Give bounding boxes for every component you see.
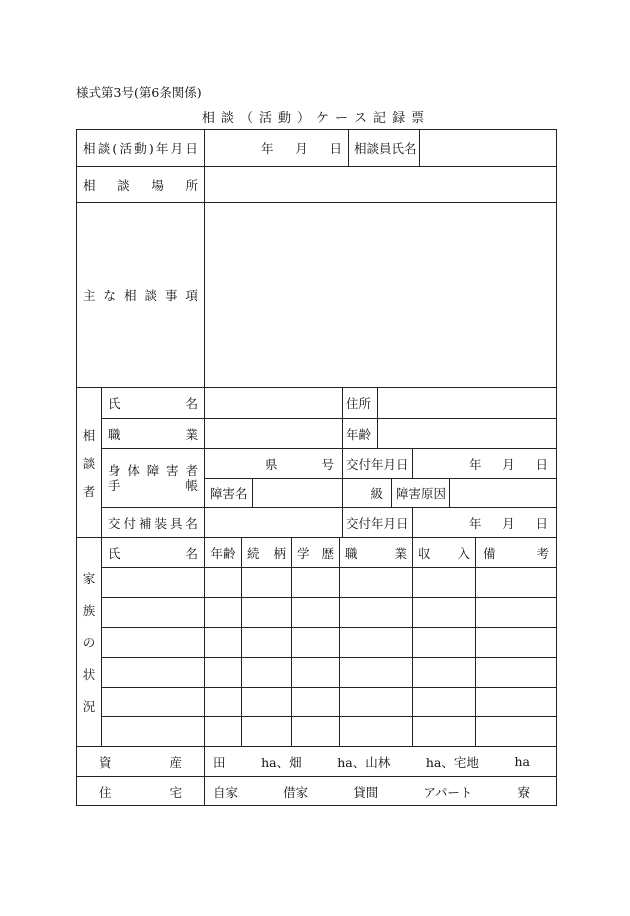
aid-date-unit-char: 日 xyxy=(535,515,548,531)
family-row-1-age-field[interactable] xyxy=(205,568,241,597)
assets-item-char: ha、畑 xyxy=(261,754,302,770)
family-row-3-age-field[interactable] xyxy=(205,628,241,657)
family-row-2-relation-field[interactable] xyxy=(242,598,291,627)
assets-label-char: 産 xyxy=(169,754,182,770)
title-char: ） xyxy=(296,111,314,126)
handbook-label-line1 xyxy=(108,463,198,478)
handbook-label-char: 手 xyxy=(108,478,121,493)
matters-label-char: 相 xyxy=(123,288,137,303)
family-header-name xyxy=(102,538,204,567)
family-row-5-education-field[interactable] xyxy=(292,688,339,717)
family-header-remarks xyxy=(476,538,556,567)
handbook-label-char: 体 xyxy=(127,463,140,478)
aid-date-unit-char: 年 xyxy=(469,515,482,531)
housing-item-char: アパート xyxy=(423,784,473,800)
family-group-char: 状 xyxy=(82,667,96,682)
title-char: 記 xyxy=(373,111,391,126)
grade-label: 級 xyxy=(370,486,383,501)
family-header-income-char: 収 xyxy=(418,545,431,561)
date-label-char: 月 xyxy=(170,141,184,156)
title-char: 相 xyxy=(201,111,219,126)
family-header-occupation-char: 職 xyxy=(345,545,358,561)
assistive-device-field[interactable] xyxy=(205,508,342,537)
name-label-char: 氏 xyxy=(108,396,121,411)
family-row-1-education-field[interactable] xyxy=(292,568,339,597)
title-char: （ xyxy=(239,111,257,126)
assets-label-char: 資 xyxy=(99,754,112,770)
consultee-occupation-label xyxy=(102,419,204,448)
family-header-relation xyxy=(242,538,291,567)
issue-date-unit-char: 月 xyxy=(502,456,515,472)
handbook-label-char: 障 xyxy=(146,463,160,478)
family-row-3-remarks-field[interactable] xyxy=(476,628,556,657)
date-label-char: 談 xyxy=(97,141,111,156)
family-group-char: 家 xyxy=(82,571,96,586)
address-label: 住所 xyxy=(346,396,372,411)
family-row-1-relation-field[interactable] xyxy=(242,568,291,597)
main-matters-field[interactable] xyxy=(205,203,556,387)
handbook-issue-date-field[interactable] xyxy=(413,449,556,478)
counselor-name-field[interactable] xyxy=(420,130,556,166)
matters-label-char: 事 xyxy=(164,288,178,303)
issue-date-unit-char: 日 xyxy=(535,456,548,472)
consultation-date-label xyxy=(77,130,204,166)
housing-item-char: 寮 xyxy=(517,784,530,800)
address-field[interactable] xyxy=(378,388,556,418)
consultee-group-char: 相 xyxy=(82,427,96,443)
handbook-number-field[interactable] xyxy=(205,449,342,478)
aid-label-char: 装 xyxy=(154,515,167,531)
date-label-char: ( xyxy=(112,140,118,156)
family-row-3-occupation-field[interactable] xyxy=(340,628,412,657)
form-number: 様式第3号(第6条関係) xyxy=(76,85,202,100)
family-header-education-char: 学 xyxy=(297,545,310,561)
date-unit-char: 年 xyxy=(261,141,274,156)
aid-label-char: 具 xyxy=(169,515,183,531)
matters-label-char: 項 xyxy=(185,288,198,303)
date-label-char: 活 xyxy=(119,141,132,156)
family-row-6-relation-field[interactable] xyxy=(242,717,291,746)
title-char: ー xyxy=(335,111,353,126)
family-row-1-income-field[interactable] xyxy=(413,568,475,597)
prefecture-unit-char: 県 xyxy=(265,456,278,472)
family-row-2-age-field[interactable] xyxy=(205,598,241,627)
disability-handbook-label xyxy=(102,449,204,507)
family-row-4-income-field[interactable] xyxy=(413,658,475,687)
handbook-label-line2 xyxy=(108,478,198,493)
family-row-2-income-field[interactable] xyxy=(413,598,475,627)
family-row-2-name-field[interactable] xyxy=(102,598,204,627)
family-row-5-income-field[interactable] xyxy=(413,688,475,717)
place-label-char: 相 xyxy=(83,177,96,193)
family-row-3-income-field[interactable] xyxy=(413,628,475,657)
age-label: 年齢 xyxy=(346,426,372,442)
counselor-name-label: 相談員氏名 xyxy=(354,141,417,156)
date-unit-char: 月 xyxy=(295,141,308,156)
aid-label-char: 交 xyxy=(108,515,121,531)
family-row-6-occupation-field[interactable] xyxy=(340,717,412,746)
aid-date-unit-char: 月 xyxy=(502,515,515,531)
title-char: ス xyxy=(354,111,372,126)
place-label-char: 所 xyxy=(185,177,198,193)
device-issue-date-label: 交付年月日 xyxy=(346,515,409,531)
family-row-3-relation-field[interactable] xyxy=(242,628,291,657)
family-header-relation-char: 柄 xyxy=(273,545,286,561)
family-header-remarks-char: 備 xyxy=(483,545,496,561)
title-char: ケ xyxy=(316,111,334,126)
assets-item-char: 田 xyxy=(213,754,226,770)
family-header-income xyxy=(413,538,475,567)
family-header-relation-char: 続 xyxy=(247,545,260,561)
family-group-char: 況 xyxy=(82,699,96,714)
family-row-2-occupation-field[interactable] xyxy=(340,598,412,627)
title-char: 活 xyxy=(258,111,276,126)
housing-label-char: 住 xyxy=(99,784,112,800)
disability-cause-field[interactable] xyxy=(450,479,556,507)
handbook-label-char: 者 xyxy=(185,463,198,478)
family-row-1-remarks-field[interactable] xyxy=(476,568,556,597)
family-header-education-char: 歴 xyxy=(321,545,334,561)
family-row-4-name-field[interactable] xyxy=(102,658,204,687)
family-header-name-char: 名 xyxy=(185,545,198,561)
matters-label-char: な xyxy=(103,288,116,303)
family-row-6-age-field[interactable] xyxy=(205,717,241,746)
title-char: 票 xyxy=(411,111,429,126)
housing-label-char: 宅 xyxy=(169,784,182,800)
place-label-char: 談 xyxy=(117,177,130,193)
date-unit-char: 日 xyxy=(329,141,342,156)
family-group-char: の xyxy=(82,635,96,650)
housing-item-char: 貸間 xyxy=(353,784,379,800)
family-row-4-occupation-field[interactable] xyxy=(340,658,412,687)
disability-cause-label: 障害原因 xyxy=(396,486,447,501)
issue-date-unit-char: 年 xyxy=(469,456,482,472)
assets-item-char: ha、山林 xyxy=(337,754,391,770)
family-row-5-name-field[interactable] xyxy=(102,688,204,717)
family-row-4-relation-field[interactable] xyxy=(242,658,291,687)
consultation-date-field[interactable] xyxy=(205,130,348,166)
family-row-1-occupation-field[interactable] xyxy=(340,568,412,597)
age-field[interactable] xyxy=(378,419,556,448)
family-header-occupation xyxy=(340,538,412,567)
family-row-5-occupation-field[interactable] xyxy=(340,688,412,717)
family-row-6-education-field[interactable] xyxy=(292,717,339,746)
aid-label-char: 補 xyxy=(138,515,152,531)
name-label-char: 名 xyxy=(185,396,198,411)
family-row-2-education-field[interactable] xyxy=(292,598,339,627)
consultee-name-field[interactable] xyxy=(205,388,342,418)
occupation-label-char: 業 xyxy=(185,426,198,442)
family-row-1-name-field[interactable] xyxy=(102,568,204,597)
place-label-char: 場 xyxy=(151,177,164,193)
family-row-4-remarks-field[interactable] xyxy=(476,658,556,687)
housing-item-char: 自家 xyxy=(213,784,239,800)
device-issue-date-field[interactable] xyxy=(413,508,556,537)
aid-label-char: 付 xyxy=(123,515,136,531)
consultee-group-char: 談 xyxy=(82,455,96,471)
title-char: 録 xyxy=(392,111,410,126)
consultation-place-label xyxy=(77,167,204,202)
title-char: 動 xyxy=(277,111,295,126)
assistive-device-label xyxy=(102,508,204,537)
consultee-name-label xyxy=(102,388,204,418)
family-row-4-education-field[interactable] xyxy=(292,658,339,687)
family-row-4-age-field[interactable] xyxy=(205,658,241,687)
family-header-name-char: 氏 xyxy=(108,545,121,561)
main-matters-label xyxy=(77,203,204,387)
consultee-group-char: 者 xyxy=(82,483,96,499)
family-group-label xyxy=(77,538,101,746)
family-row-6-income-field[interactable] xyxy=(413,717,475,746)
handbook-label-char: 帳 xyxy=(185,478,198,493)
family-row-6-remarks-field[interactable] xyxy=(476,717,556,746)
handbook-label-char: 身 xyxy=(108,463,121,478)
family-header-remarks-char: 考 xyxy=(536,545,549,561)
family-row-5-relation-field[interactable] xyxy=(242,688,291,717)
date-label-char: 日 xyxy=(185,141,198,156)
consultation-place-field[interactable] xyxy=(205,167,556,202)
matters-label-char: 主 xyxy=(83,288,96,303)
date-label-char: 相 xyxy=(83,141,96,156)
family-header-income-char: 入 xyxy=(457,545,470,561)
family-row-2-remarks-field[interactable] xyxy=(476,598,556,627)
family-group-char: 族 xyxy=(82,603,96,618)
family-row-5-remarks-field[interactable] xyxy=(476,688,556,717)
assets-item-char: ha、宅地 xyxy=(425,754,479,770)
date-label-char: ) xyxy=(148,140,154,156)
occupation-label-char: 職 xyxy=(108,426,121,442)
housing-field[interactable] xyxy=(205,777,556,806)
assets-item-char: ha xyxy=(514,754,530,769)
title-char: 談 xyxy=(220,111,238,126)
matters-label-char: 談 xyxy=(144,288,157,303)
handbook-issue-date-label: 交付年月日 xyxy=(346,456,409,472)
housing-label xyxy=(77,777,204,806)
aid-label-char: 名 xyxy=(185,515,198,531)
disability-grade-field[interactable] xyxy=(253,479,391,507)
family-header-education xyxy=(292,538,339,567)
family-row-6-name-field[interactable] xyxy=(102,717,204,746)
family-row-3-name-field[interactable] xyxy=(102,628,204,657)
prefecture-unit-char: 号 xyxy=(321,456,334,472)
assets-label xyxy=(77,747,204,776)
family-header-occupation-char: 業 xyxy=(394,545,407,561)
housing-item-char: 借家 xyxy=(283,784,309,800)
assets-field[interactable] xyxy=(205,747,556,776)
consultee-occupation-field[interactable] xyxy=(205,419,342,448)
consultee-group-label xyxy=(77,388,101,537)
family-header-age: 年齢 xyxy=(210,545,236,561)
family-row-5-age-field[interactable] xyxy=(205,688,241,717)
family-row-3-education-field[interactable] xyxy=(292,628,339,657)
handbook-label-char: 害 xyxy=(166,463,179,478)
date-label-char: 動 xyxy=(134,141,147,156)
date-label-char: 年 xyxy=(155,141,169,156)
disability-name-label: 障害名 xyxy=(210,486,248,501)
